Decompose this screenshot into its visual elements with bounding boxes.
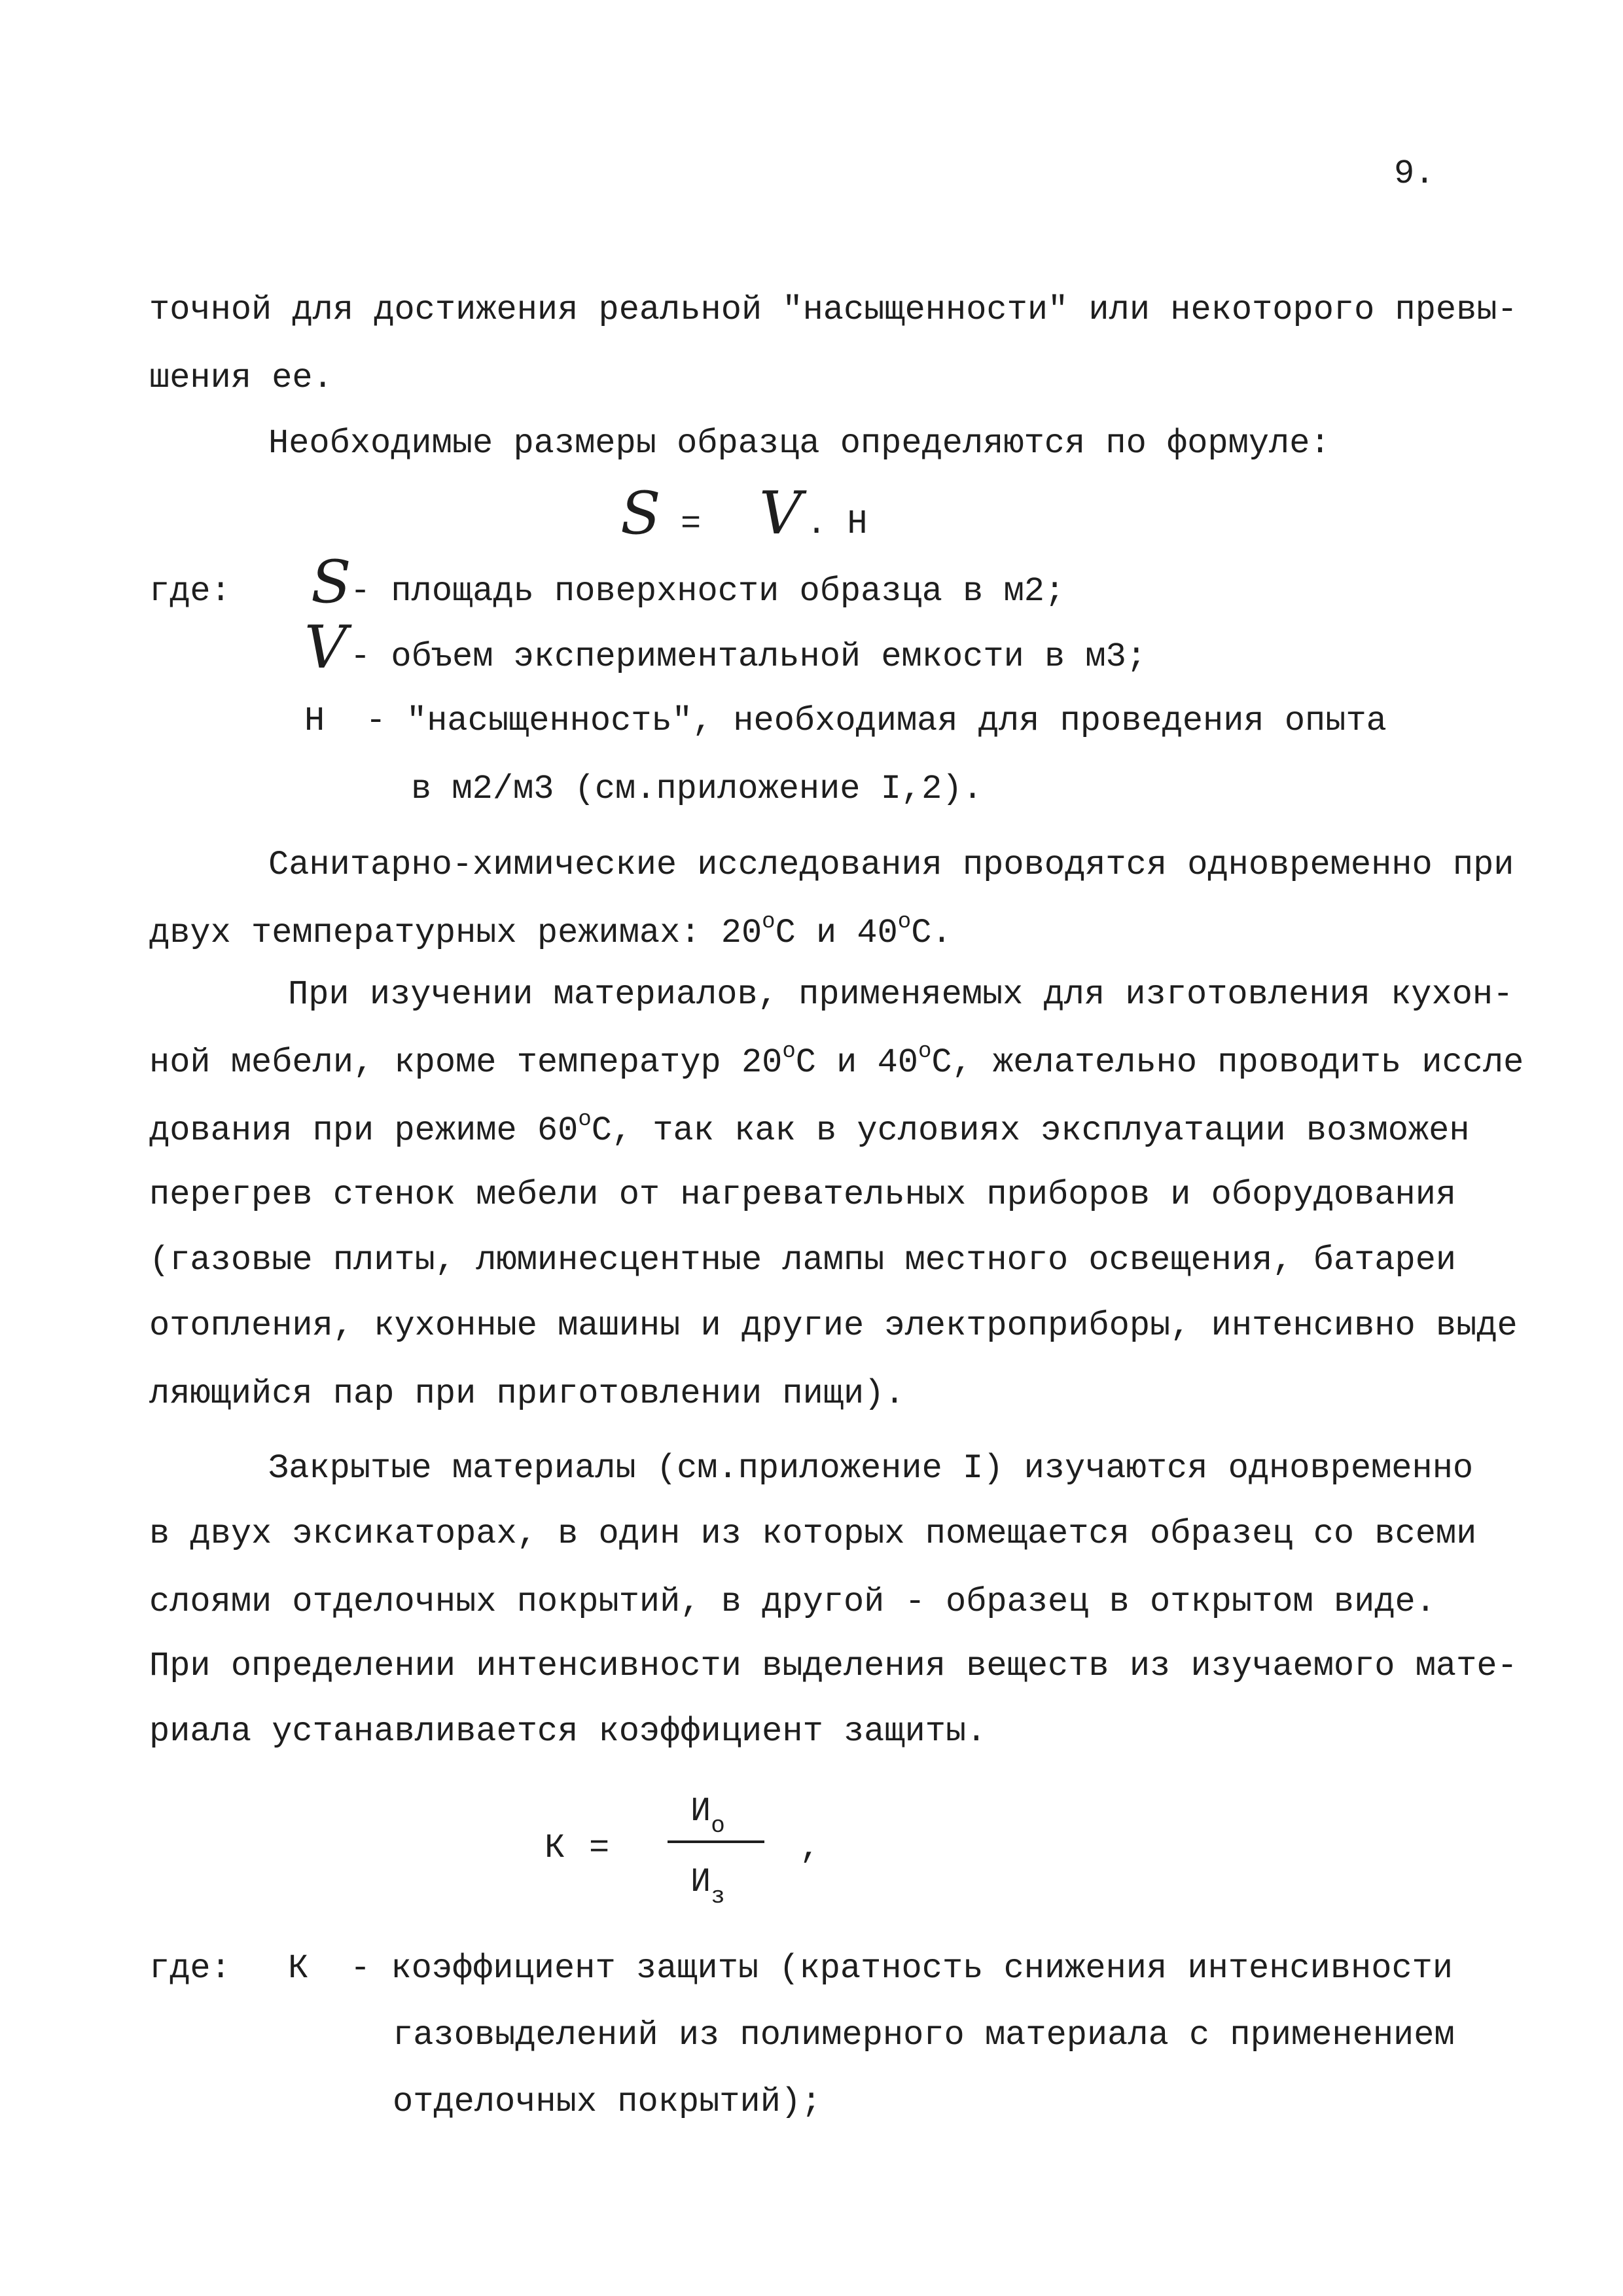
para3-line3: дования при режиме $60^оС$, так как в условиях эксплуатации возможен <box>149 1107 1470 1150</box>
para1-line1: точной для достижения реальной "насыщенности" или некоторого превы- <box>149 291 1518 329</box>
formula-intro: Необходимые размеры образца определяются по формуле: <box>268 424 1330 463</box>
where1-s-symbol: S <box>311 548 351 617</box>
formula1-rest: . Н <box>806 505 868 543</box>
para1-line2: шения ее. <box>149 359 333 397</box>
where1-label: где: <box>149 572 231 611</box>
para3-line5: (газовые плиты, люминесцентные лампы местного освещения, батареи <box>149 1241 1457 1280</box>
where1-h-line: Н - "насыщенность", необходимая для проведения опыта <box>304 702 1387 740</box>
para3-line7: ляющийся пар при приготовлении пищи). <box>149 1374 905 1413</box>
where1-v-symbol: V <box>304 613 347 682</box>
para2-line1: Санитарно-химические исследования проводятся одновременно при <box>268 846 1514 884</box>
formula2-k: К <box>544 1829 565 1867</box>
formula2-numerator: $И_о$ <box>690 1792 725 1839</box>
where1-s-desc: - площадь поверхности образца в м2; <box>350 572 1065 611</box>
para4-line1: Закрытые материалы (см.приложение I) изучаются одновременно <box>268 1449 1474 1488</box>
formula1-s-symbol: S <box>620 479 661 548</box>
para4-line3: слоями отделочных покрытий, в другой - образец в открытом виде. <box>149 1583 1436 1621</box>
para3-line4: перегрев стенок мебели от нагревательных приборов и оборудования <box>149 1175 1457 1214</box>
formula2-denominator: $И_з$ <box>690 1863 725 1910</box>
para4-line2: в двух эксикаторах, в один из которых помещается образец со всеми <box>149 1515 1477 1553</box>
where2-k-desc1: - коэффициент защиты (кратность снижения интенсивности <box>350 1949 1454 1988</box>
formula1-v-symbol: V <box>759 479 802 548</box>
formula2-comma: , <box>800 1829 821 1867</box>
where2-label: где: <box>149 1949 231 1988</box>
where1-v-desc: - объем экспериментальной емкости в м3; <box>350 637 1147 676</box>
para2-line2: двух температурных режимах: $20^оС$ и $40^оС$. <box>149 910 952 952</box>
para3-line2: ной мебели, кроме температур $20^оС$ и $40^оС$, желательно проводить иссле <box>149 1039 1524 1082</box>
where2-k-desc2: газовыделений из полимерного материала с применением <box>393 2016 1455 2054</box>
formula2-fraction-bar <box>668 1840 764 1843</box>
para4-line4: При определении интенсивности выделения веществ из изучаемого мате- <box>149 1647 1518 1685</box>
para3-line1: При изучении материалов, применяемых для изготовления кухон- <box>288 975 1514 1014</box>
where2-k-desc3: отделочных покрытий); <box>393 2083 822 2121</box>
page-number: 9. <box>1394 154 1435 193</box>
para4-line5: риала устанавливается коэффициент защиты. <box>149 1712 987 1751</box>
where1-h-line2: в м2/м3 (см.приложение I,2). <box>411 770 983 808</box>
para3-line6: отопления, кухонные машины и другие электроприборы, интенсивно выде <box>149 1306 1518 1345</box>
formula2-equals: = <box>589 1829 610 1867</box>
where2-k: К <box>288 1949 309 1988</box>
formula1-equals: = <box>681 505 702 543</box>
